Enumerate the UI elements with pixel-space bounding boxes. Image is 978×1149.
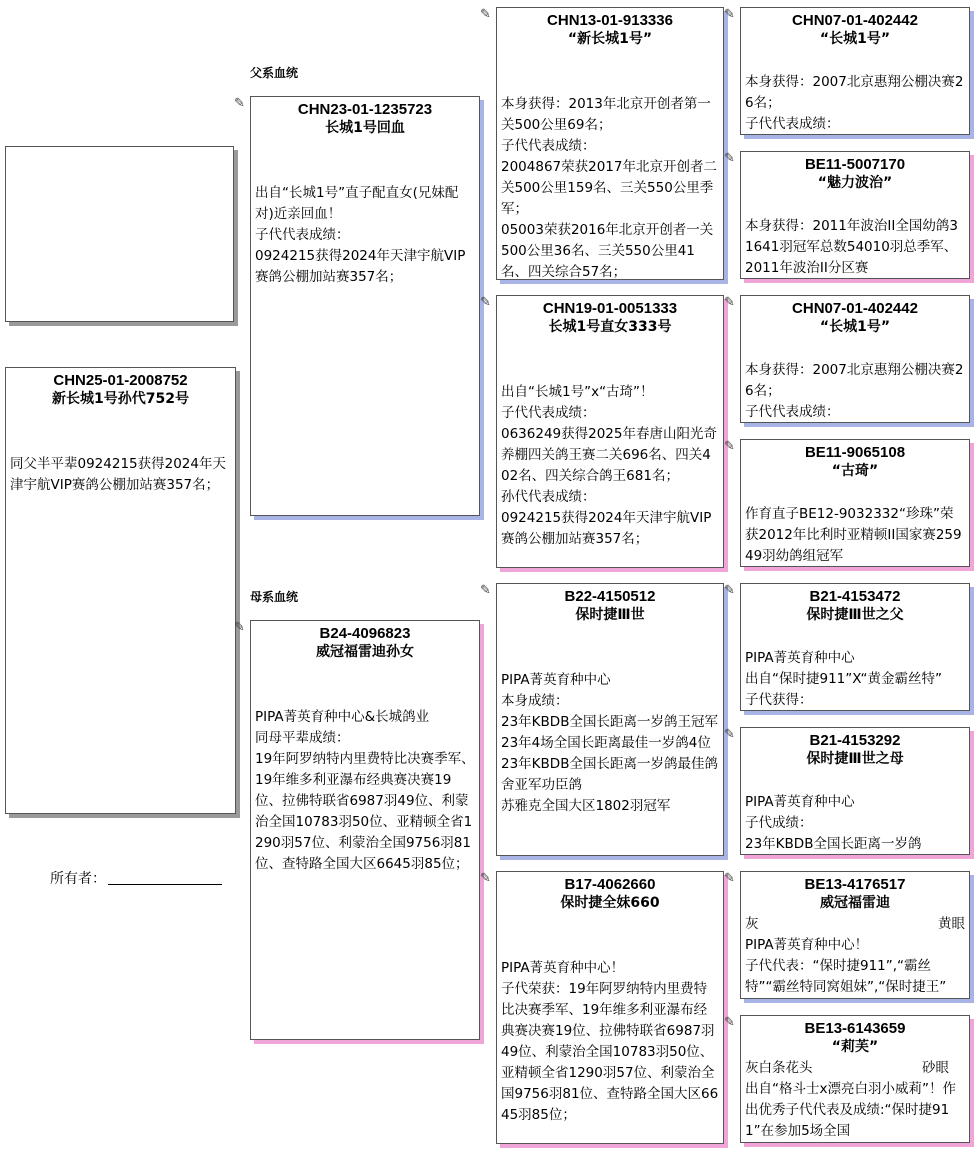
sss-tag-icon: ✎ <box>724 7 735 22</box>
ssd-card <box>740 151 970 279</box>
sire-body-line: 出自“长城1号”直子配直女(兄妹配对)近亲回血！ <box>255 185 459 222</box>
sd-body-line: 0924215获得2024年天津宇航VIP赛鸽公棚加站赛357名； <box>501 510 712 547</box>
dd-body-line: 子代荣获：19年阿罗纳特内里费特比决赛季军、19年维多利亚瀑布经典赛决赛19位、拉佛特联省6987羽49位、利蒙治全国10783羽50位、亚精顿全省1290羽57位、利蒙治全国9756羽81位、查特路全国大区6645羽85位； <box>501 981 719 1123</box>
dam-body-line: PIPA菁英育种中心&长城鸽业 <box>255 709 430 725</box>
sdd-body-line: 作育直子BE12-9032332“珍珠”荣获2012年比利时亚精顿II国家赛25949羽幼鸽组冠军 <box>745 506 962 564</box>
dsd-body-line: PIPA菁英育种中心 <box>745 794 855 810</box>
sire-body <box>251 183 479 288</box>
ds-tag-icon: ✎ <box>480 583 491 598</box>
dds-body-line: 子代代表：“保时捷911”,“霸丝特”“霸丝特同窝姐妹”,“保时捷王” <box>745 958 947 995</box>
subject-body-line: 同父半平辈0924215获得2024年天津宇航VIP赛鸽公棚加站赛357名； <box>10 456 226 493</box>
sire-dam-card <box>496 295 724 568</box>
sd-tag-icon: ✎ <box>480 295 491 310</box>
ds-body-line: 23年KBDB全国长距离一岁鸽最佳鸽舍亚军功臣鸽 <box>501 756 718 793</box>
dsd-tag-icon: ✎ <box>724 727 735 742</box>
dds-eye: 黄眼 <box>938 916 965 932</box>
ssd-body <box>741 216 969 279</box>
subject-card <box>5 367 236 814</box>
sd-body <box>497 382 723 550</box>
dam-tag-icon: ✎ <box>234 620 245 635</box>
ss-ring-number: CHN13-01-913336 <box>547 12 673 29</box>
sds-tag-icon: ✎ <box>724 295 735 310</box>
subject-ring-number: CHN25-01-2008752 <box>53 372 188 389</box>
ddd-body <box>741 1058 969 1142</box>
ddd-name: “莉芙” <box>831 1039 879 1055</box>
owner-field <box>50 868 222 888</box>
dds-plumage: 灰 <box>745 916 759 932</box>
dds-card <box>740 871 970 999</box>
ssd-body-line: 本身获得：2011年波治II全国幼鸽31641羽冠军总数54010羽总季军、2011年波治II分区赛 <box>745 218 958 276</box>
ss-body <box>497 94 723 280</box>
sdd-ring-number: BE11-9065108 <box>804 444 906 461</box>
sds-ring-number: CHN07-01-402442 <box>792 300 918 317</box>
dss-body-line: 出自“保时捷911”X“黄金霸丝特” <box>745 671 942 687</box>
dds-name: 威冠福雷迪 <box>820 895 890 911</box>
dsd-body-line: 23年KBDB全国长距离一岁鸽 <box>745 836 922 852</box>
dd-name: 保时捷全妹660 <box>560 895 660 911</box>
sire-name: 长城1号回血 <box>325 120 405 136</box>
ss-body-line: 子代代表成绩： <box>501 138 596 154</box>
sd-name: 长城1号直女333号 <box>548 319 672 335</box>
dss-ring-number: B21-4153472 <box>809 588 901 605</box>
ds-body-line: 23年KBDB全国长距离一岁鸽王冠军 <box>501 714 718 730</box>
sds-body-line: 本身获得：2007北京惠翔公棚决赛26名； <box>745 362 964 399</box>
sss-card <box>740 7 970 135</box>
sire-tag-icon: ✎ <box>234 96 245 111</box>
ds-body-line: 苏雅克全国大区1802羽冠军 <box>501 798 671 814</box>
sds-card <box>740 295 970 423</box>
sire-ring-number: CHN23-01-1235723 <box>297 101 433 118</box>
dam-dam-card <box>496 871 724 1144</box>
dsd-body-line: 子代成绩： <box>745 815 813 831</box>
ddd-card <box>740 1015 970 1143</box>
sdd-name: “古琦” <box>831 463 879 479</box>
ssd-name: “魅力波治” <box>817 175 893 191</box>
subject-body <box>6 454 235 496</box>
ds-body <box>497 670 723 817</box>
sds-name: “长城1号” <box>819 319 891 335</box>
dsd-card <box>740 727 970 855</box>
sss-body-line: 子代代表成绩： <box>745 116 840 132</box>
ssd-ring-number: BE11-5007170 <box>804 156 906 173</box>
dam-ring-number: B24-4096823 <box>319 625 411 642</box>
sss-ring-number: CHN07-01-402442 <box>792 12 918 29</box>
sss-name: “长城1号” <box>819 31 891 47</box>
dds-color-row <box>745 914 965 935</box>
dam-card <box>250 620 480 1040</box>
ddd-ring-number: BE13-6143659 <box>804 1020 906 1037</box>
paternal-section-label: 父系血统 <box>250 66 299 80</box>
dds-body-line: PIPA菁英育种中心！ <box>745 937 869 953</box>
sss-body <box>741 72 969 135</box>
ddd-tag-icon: ✎ <box>724 1015 735 1030</box>
dd-tag-icon: ✎ <box>480 871 491 886</box>
ss-body-line: 本身获得：2013年北京开创者第一关500公里69名； <box>501 96 711 133</box>
owner-blank-line <box>108 884 222 885</box>
dam-name: 威冠福雷迪孙女 <box>316 644 414 660</box>
dds-tag-icon: ✎ <box>724 871 735 886</box>
ddd-body-line: 出自“格斗士x漂亮白羽小威莉”！作出优秀子代代表及成绩:“保时捷911”在参加5场全国 <box>745 1081 956 1139</box>
ss-body-line: 05003荣获2016年北京开创者一关500公里36名、三关550公里41名、四关综合57名； <box>501 222 714 280</box>
dss-body-line: 子代获得： <box>745 692 813 708</box>
ds-ring-number: B22-4150512 <box>564 588 656 605</box>
sire-body-line: 子代代表成绩： <box>255 227 350 243</box>
dsd-name: 保时捷Ⅲ世之母 <box>806 751 904 767</box>
sd-body-line: 孙代代表成绩： <box>501 489 596 505</box>
ds-name: 保时捷Ⅲ世 <box>575 607 645 623</box>
dd-body-line: PIPA菁英育种中心！ <box>501 960 625 976</box>
ds-body-line: 23年4场全国长距离最佳一岁鸽4位 <box>501 735 711 751</box>
maternal-section-label: 母系血统 <box>250 590 299 604</box>
ddd-eye: 砂眼 <box>922 1060 949 1076</box>
dss-name: 保时捷Ⅲ世之父 <box>806 607 904 623</box>
dds-ring-number: BE13-4176517 <box>804 876 906 893</box>
sire-sire-card <box>496 7 724 280</box>
dd-body <box>497 958 723 1126</box>
ssd-tag-icon: ✎ <box>724 151 735 166</box>
sd-body-line: 子代代表成绩： <box>501 405 596 421</box>
sd-ring-number: CHN19-01-0051333 <box>542 300 678 317</box>
ddd-color-row <box>745 1058 965 1079</box>
sdd-tag-icon: ✎ <box>724 439 735 454</box>
dd-ring-number: B17-4062660 <box>564 876 656 893</box>
sds-body-line: 子代代表成绩： <box>745 404 840 420</box>
dss-card <box>740 583 970 711</box>
ddd-plumage: 灰白条花头 <box>745 1060 813 1076</box>
sss-body-line: 本身获得：2007北京惠翔公棚决赛26名； <box>745 74 964 111</box>
dsd-body <box>741 792 969 855</box>
dss-tag-icon: ✎ <box>724 583 735 598</box>
dss-body-line: PIPA菁英育种中心 <box>745 650 855 666</box>
sire-card <box>250 96 480 516</box>
sd-body-line: 出自“长城1号”x“古琦”！ <box>501 384 654 400</box>
dss-body <box>741 648 969 711</box>
dds-body <box>741 914 969 998</box>
sire-body-line: 0924215获得2024年天津宇航VIP赛鸽公棚加站赛357名； <box>255 248 466 285</box>
owner-label: 所有者： <box>50 871 106 887</box>
subject-name: 新长城1号孙代752号 <box>52 391 189 407</box>
dsd-ring-number: B21-4153292 <box>809 732 901 749</box>
photo-placeholder-box <box>5 146 234 322</box>
sdd-body <box>741 504 969 567</box>
ds-body-line: PIPA菁英育种中心 <box>501 672 611 688</box>
dam-body <box>251 707 479 875</box>
sds-body <box>741 360 969 423</box>
ss-body-line: 2004867荣获2017年北京开创者二关500公里159名、三关550公里季军； <box>501 159 717 217</box>
ss-tag-icon: ✎ <box>480 7 491 22</box>
sd-body-line: 0636249获得2025年春唐山阳光奇养棚四关鸽王赛二关696名、四关402名、四关综合鸽王681名； <box>501 426 717 484</box>
ss-name: “新长城1号” <box>567 31 653 47</box>
dam-sire-card <box>496 583 724 856</box>
dam-body-line: 同母平辈成绩： <box>255 730 350 746</box>
ds-body-line: 本身成绩： <box>501 693 569 709</box>
sdd-card <box>740 439 970 567</box>
dam-body-line: 19年阿罗纳特内里费特比决赛季军、19年维多利亚瀑布经典赛决赛19位、拉佛特联省6987羽49位、利蒙治全国10783羽50位、亚精顿全省1290羽57位、利蒙治全国9756羽81位、查特路全国大区6645羽85位； <box>255 751 475 872</box>
